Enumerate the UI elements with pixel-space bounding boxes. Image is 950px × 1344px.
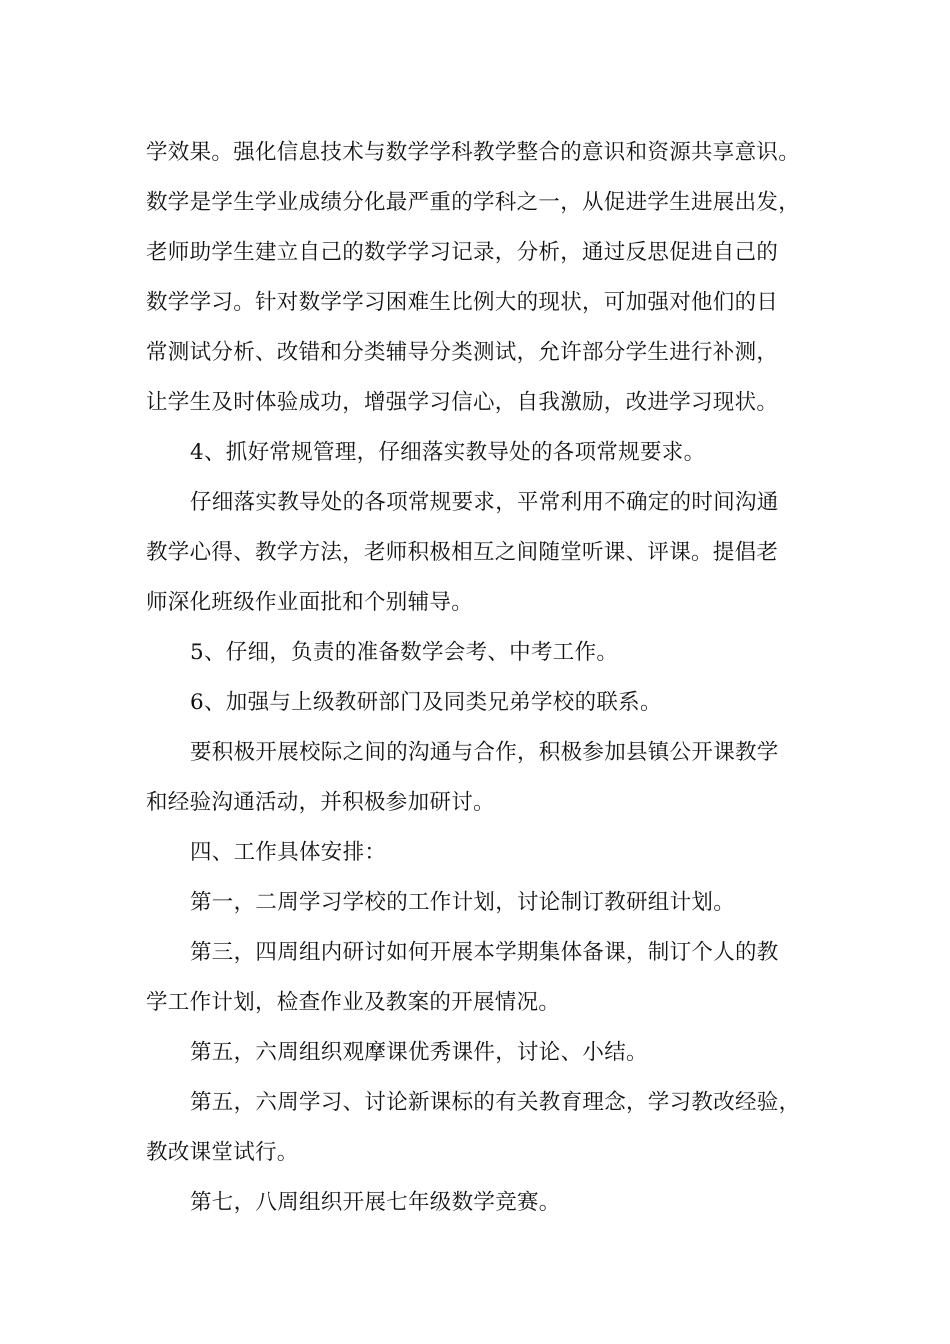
text-line: 要积极开展校际之间的沟通与合作，积极参加县镇公开课教学 <box>190 740 779 765</box>
text-line: 学效果。强化信息技术与数学学科教学整合的意识和资源共享意识。 <box>146 140 801 165</box>
schedule-item: 第五，六周组织观摩课优秀课件，讨论、小结。 <box>190 1040 648 1065</box>
schedule-item: 第七，八周组织开展七年级数学竞赛。 <box>190 1190 561 1215</box>
text-line: 教改课堂试行。 <box>146 1140 299 1165</box>
section-heading-4: 4、抓好常规管理，仔细落实教导处的各项常规要求。 <box>190 440 706 465</box>
document-body <box>146 128 836 1228</box>
schedule-item: 第三，四周组内研讨如何开展本学期集体备课，制订个人的教 <box>190 940 779 965</box>
section-heading-5: 5、仔细，负责的准备数学会考、中考工作。 <box>190 640 619 665</box>
text-line: 仔细落实教导处的各项常规要求，平常利用不确定的时间沟通 <box>190 490 779 515</box>
section-heading-6: 6、加强与上级教研部门及同类兄弟学校的联系。 <box>190 690 662 715</box>
text-line: 学工作计划，检查作业及教案的开展情况。 <box>146 990 561 1015</box>
schedule-item: 第一，二周学习学校的工作计划，讨论制订教研组计划。 <box>190 890 736 915</box>
text-line: 教学心得、教学方法，老师积极相互之间随堂听课、评课。提倡老 <box>146 540 779 565</box>
text-line: 数学是学生学业成绩分化最严重的学科之一，从促进学生进展出发， <box>146 190 801 215</box>
text-line: 老师助学生建立自己的数学学习记录，分析，通过反思促进自己的 <box>146 240 779 265</box>
text-line: 让学生及时体验成功，增强学习信心，自我激励，改进学习现状。 <box>146 390 779 415</box>
section-heading-schedule: 四、工作具体安排： <box>190 840 387 865</box>
text-line: 和经验沟通活动，并积极参加研讨。 <box>146 790 495 815</box>
text-line: 数学学习。针对数学学习困难生比例大的现状，可加强对他们的日 <box>146 290 779 315</box>
text-line: 师深化班级作业面批和个别辅导。 <box>146 590 474 615</box>
schedule-item: 第五，六周学习、讨论新课标的有关教育理念，学习教改经验， <box>190 1090 801 1115</box>
text-line: 常测试分析、改错和分类辅导分类测试，允许部分学生进行补测， <box>146 340 779 365</box>
